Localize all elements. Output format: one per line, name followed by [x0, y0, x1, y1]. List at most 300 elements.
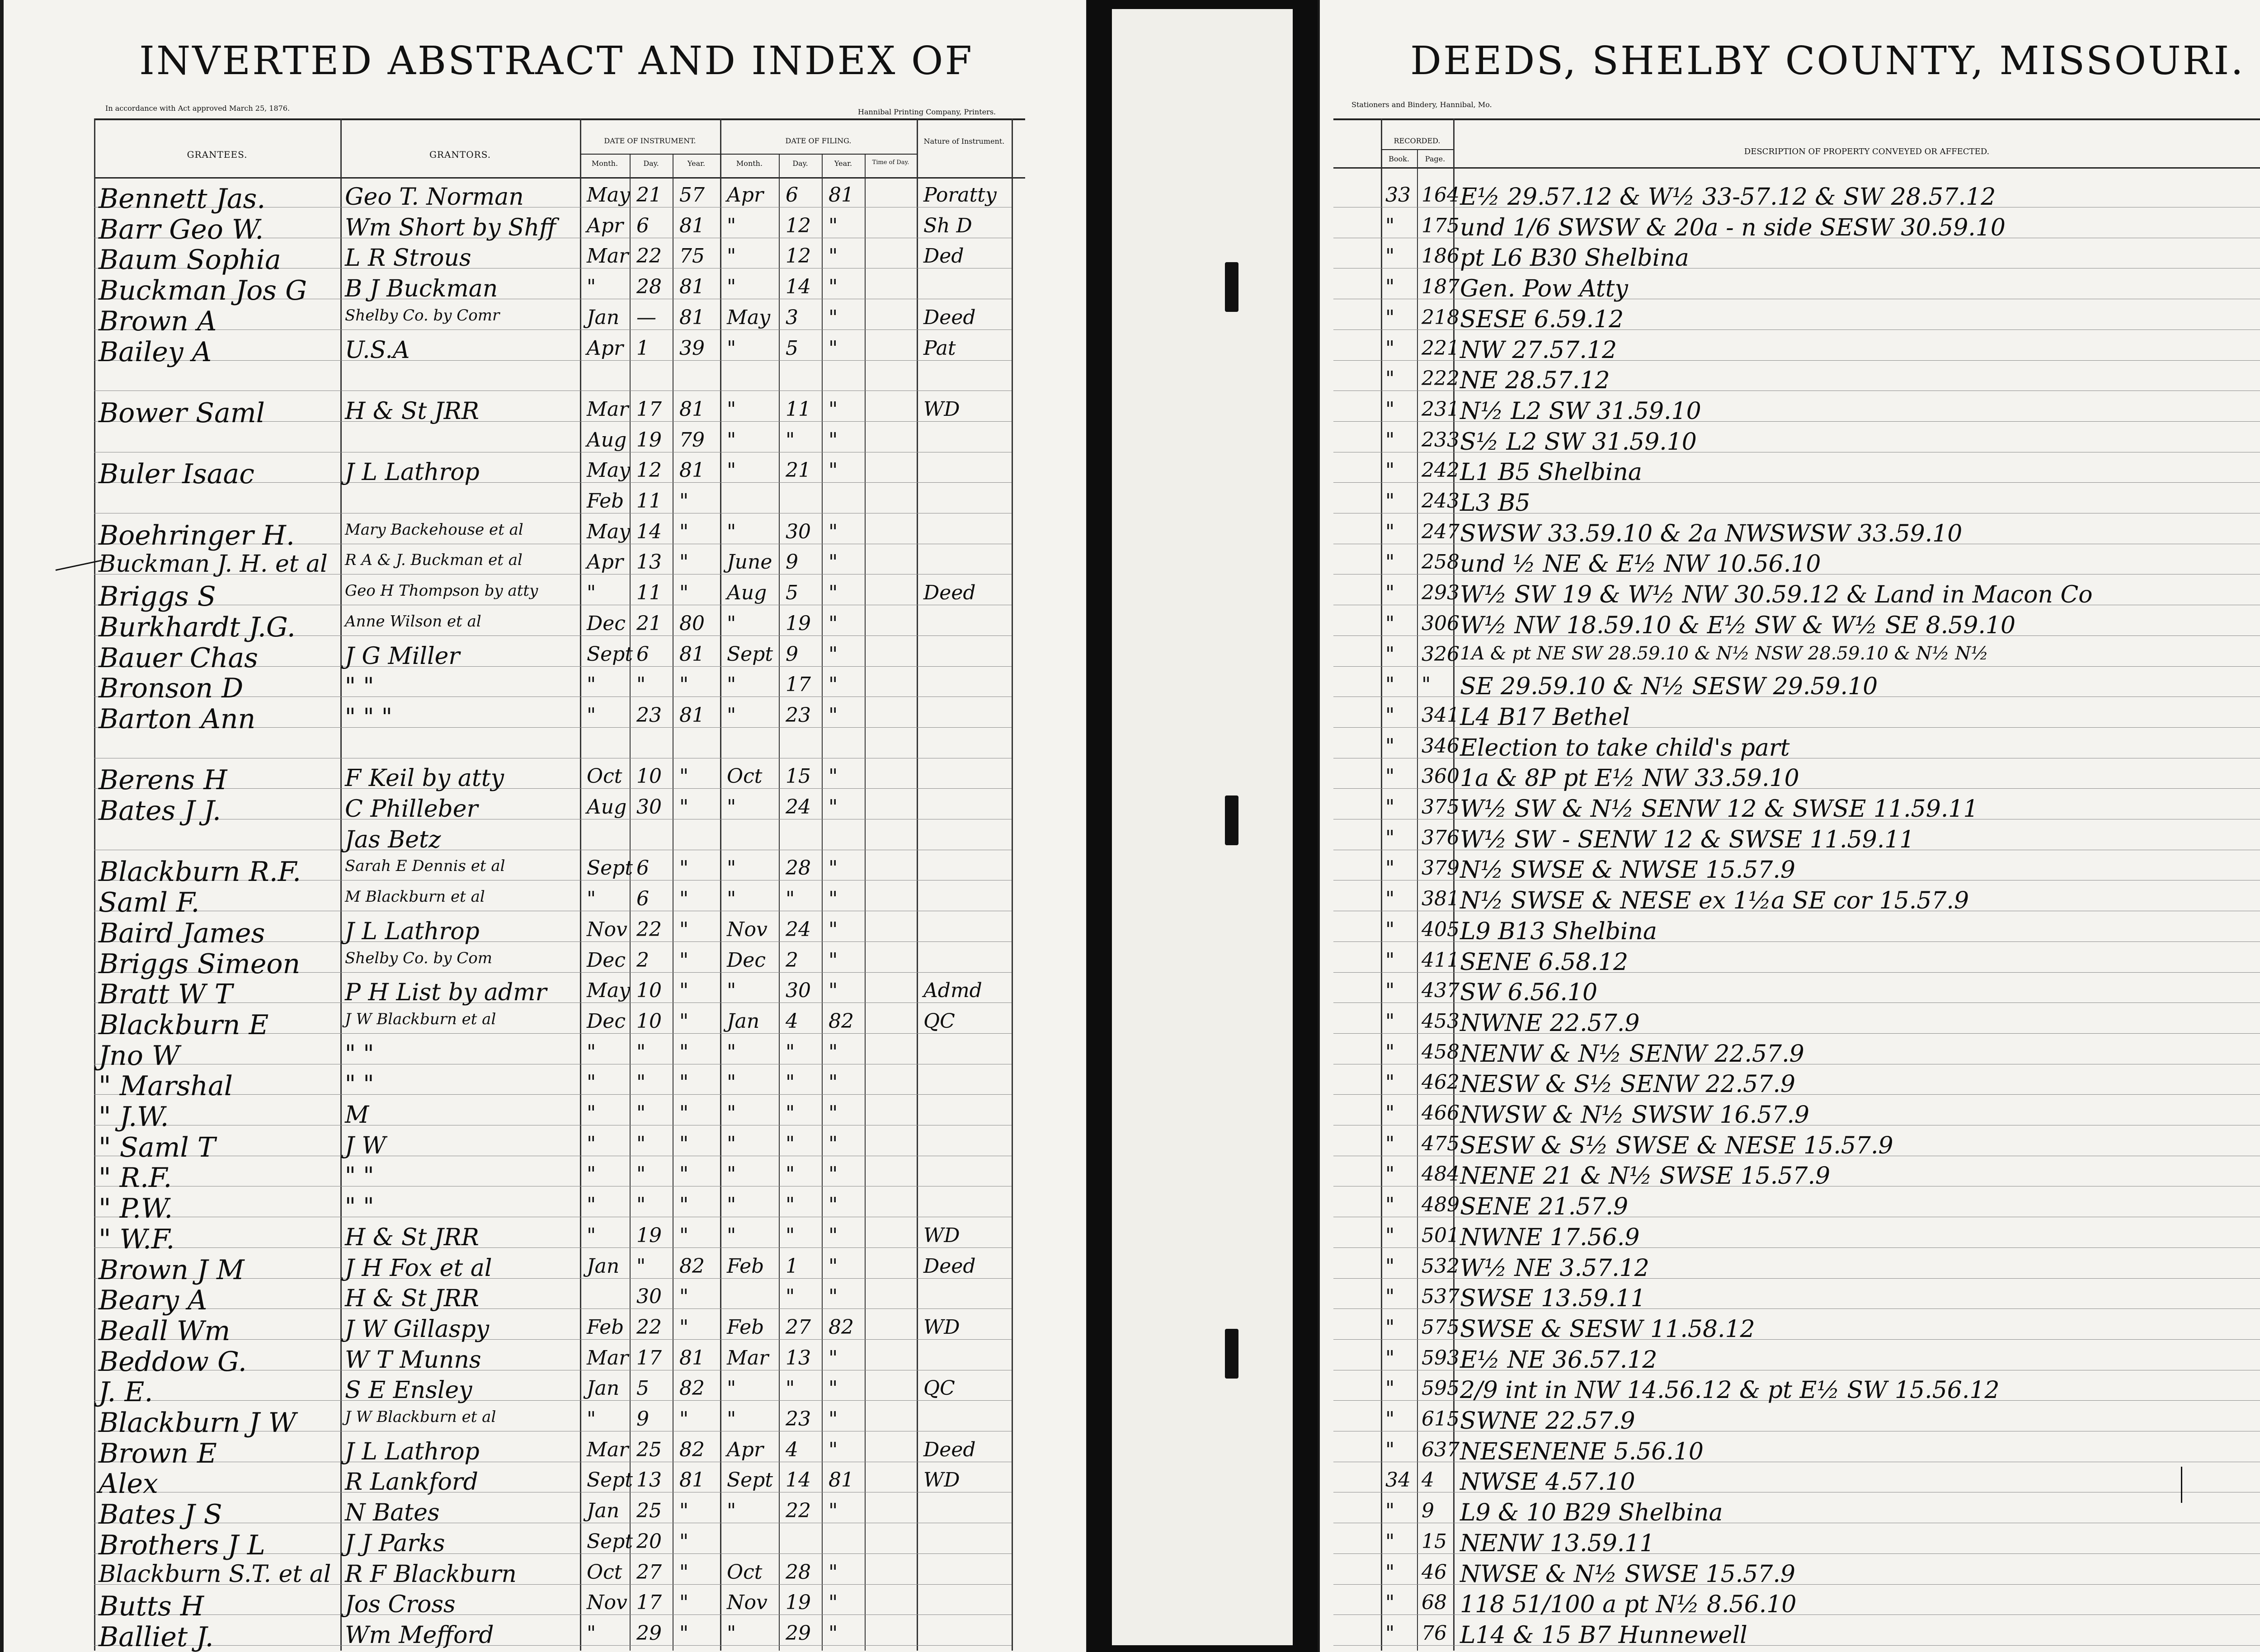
grantee-cell: " J.W. — [99, 1101, 169, 1133]
inst-month-cell: " — [587, 1101, 596, 1125]
inst-month-cell: Dec — [587, 1010, 626, 1033]
page-cell: 595 — [1422, 1377, 1460, 1400]
gutter-blank-sheet — [1112, 9, 1293, 1645]
filing-month-cell: " — [727, 214, 736, 237]
book-cell: " — [1385, 949, 1395, 972]
grantor-cell: " " — [345, 1163, 374, 1190]
inst-year-cell: " — [679, 1193, 689, 1216]
page-cell: 164 — [1422, 184, 1460, 207]
inst-day-cell: — — [636, 306, 656, 329]
nature-cell: Deed — [923, 306, 976, 329]
book-cell: " — [1385, 551, 1395, 574]
inst-day-cell: 17 — [636, 1346, 662, 1370]
grantor-cell: Geo H Thompson by atty — [345, 582, 538, 600]
inst-month-cell: Jan — [587, 306, 620, 329]
grantee-cell: Barton Ann — [99, 703, 256, 735]
page-cell: 575 — [1422, 1316, 1460, 1339]
binder-hole — [1225, 1329, 1238, 1379]
page-cell: 4 — [1422, 1468, 1434, 1492]
inst-year-cell: " — [679, 1071, 689, 1094]
grantor-cell: J J Parks — [345, 1530, 445, 1557]
grantor-cell: J L Lathrop — [345, 459, 480, 486]
filing-day-cell: 9 — [786, 643, 798, 666]
grantor-cell: Jas Betz — [345, 826, 441, 853]
description-cell: NWNE 17.56.9 — [1460, 1224, 1640, 1251]
filing-day-cell: 5 — [786, 337, 798, 360]
filing-month-cell: Apr — [727, 184, 763, 207]
book-cell: " — [1385, 1622, 1395, 1645]
description-cell: W½ SW & N½ SENW 12 & SWSE 11.59.11 — [1460, 795, 1978, 823]
page-cell: 615 — [1422, 1407, 1460, 1431]
grantor-cell: " " — [345, 1040, 374, 1068]
inst-day-cell: 6 — [636, 887, 649, 910]
grantee-cell: Berens H — [99, 764, 227, 796]
filing-year-cell: " — [829, 337, 838, 360]
filing-year-cell: " — [829, 1285, 838, 1308]
inst-month-cell: " — [587, 1163, 596, 1186]
grantee-cell: Bates J S — [99, 1499, 222, 1530]
binder-hole — [1225, 795, 1238, 845]
description-cell: E½ NE 36.57.12 — [1460, 1346, 1657, 1374]
filing-year-cell: " — [829, 459, 838, 482]
nature-cell: QC — [923, 1010, 955, 1033]
inst-month-cell: May — [587, 459, 631, 482]
page-cell: 532 — [1422, 1255, 1460, 1278]
filing-day-cell: 11 — [786, 398, 811, 421]
inst-year-cell: " — [679, 1040, 689, 1064]
description-cell: L1 B5 Shelbina — [1460, 459, 1642, 486]
inst-day-cell: " — [636, 673, 646, 696]
book-cell: 33 — [1385, 184, 1411, 207]
filing-day-cell: " — [786, 1377, 795, 1400]
filing-day-cell: 4 — [786, 1010, 798, 1033]
inst-month-cell: Nov — [587, 918, 627, 941]
nature-cell: Sh D — [923, 214, 972, 237]
col-divider — [720, 118, 721, 1651]
col-divider — [580, 118, 581, 1651]
filing-day-header: Day. — [792, 159, 808, 168]
page-cell: 187 — [1422, 275, 1460, 298]
description-cell: SESE 6.59.12 — [1460, 306, 1624, 333]
book-cell: " — [1385, 337, 1395, 360]
filing-day-cell: 28 — [786, 857, 811, 880]
grantee-cell: Jno W — [99, 1040, 180, 1072]
page-cell: 233 — [1422, 428, 1460, 452]
filing-month-header: Month. — [736, 159, 763, 168]
inst-month-cell: " — [587, 704, 596, 727]
inst-month-cell: Jan — [587, 1499, 620, 1522]
page-cell: 175 — [1422, 214, 1460, 237]
filing-month-cell: " — [727, 1101, 736, 1125]
inst-year-cell: 81 — [679, 306, 705, 329]
description-cell: pt L6 B30 Shelbina — [1460, 245, 1689, 272]
nature-header: Nature of Instrument. — [923, 137, 1005, 146]
filing-month-cell: Mar — [727, 1346, 769, 1370]
description-cell: L4 B17 Bethel — [1460, 704, 1630, 731]
grantor-cell: Jos Cross — [345, 1591, 456, 1618]
grantor-cell: Wm Mefford — [345, 1622, 494, 1649]
nature-cell: Deed — [923, 1255, 976, 1278]
inst-year-cell: " — [679, 1499, 689, 1522]
grantor-cell: J L Lathrop — [345, 1438, 480, 1465]
col-divider — [1417, 149, 1418, 1651]
filing-month-cell: " — [727, 428, 736, 452]
book-cell: " — [1385, 1530, 1395, 1553]
left-top-rule — [94, 118, 1025, 120]
inst-year-cell: 81 — [679, 704, 705, 727]
page-cell: 46 — [1422, 1561, 1447, 1584]
filing-year-cell: " — [829, 428, 838, 452]
filing-year-cell: " — [829, 1591, 838, 1614]
description-cell: SWSE 13.59.11 — [1460, 1285, 1646, 1312]
grantee-cell: Buckman Jos G — [99, 275, 307, 306]
filing-month-cell: " — [727, 1193, 736, 1216]
page-cell: 453 — [1422, 1010, 1460, 1033]
nature-cell: WD — [923, 398, 960, 421]
filing-day-cell: 13 — [786, 1346, 811, 1370]
grantor-cell: J W — [345, 1132, 386, 1159]
grantors-header: GRANTORS. — [429, 149, 491, 160]
inst-day-cell: 6 — [636, 643, 649, 666]
inst-month-cell: Mar — [587, 1346, 629, 1370]
filing-month-cell: Dec — [727, 949, 766, 972]
filing-day-cell: 17 — [786, 673, 811, 696]
inst-month-cell: " — [587, 1224, 596, 1247]
inst-day-cell: " — [636, 1071, 646, 1094]
inst-year-cell: " — [679, 1316, 689, 1339]
description-cell: Election to take child's part — [1460, 734, 1790, 762]
col-divider — [865, 154, 866, 1651]
filing-month-cell: " — [727, 520, 736, 543]
filing-year-header: Year. — [834, 159, 852, 168]
ruled-line — [94, 329, 1012, 330]
inst-month-cell: Mar — [587, 398, 629, 421]
filing-year-cell: " — [829, 1255, 838, 1278]
grantor-cell: R Lankford — [345, 1468, 478, 1496]
grantor-cell: " " — [345, 1193, 374, 1220]
page-cell: 437 — [1422, 979, 1460, 1002]
grantor-cell: " " — [345, 1071, 374, 1098]
filing-day-cell: 3 — [786, 306, 798, 329]
inst-year-cell: " — [679, 1132, 689, 1155]
page-cell: 537 — [1422, 1285, 1460, 1308]
description-cell: SW 6.56.10 — [1460, 979, 1598, 1006]
filing-month-cell: " — [727, 887, 736, 910]
description-cell: NWNE 22.57.9 — [1460, 1010, 1640, 1037]
inst-year-cell: " — [679, 1010, 689, 1033]
filing-year-cell: " — [829, 1622, 838, 1645]
description-cell: SESW & S½ SWSE & NESE 15.57.9 — [1460, 1132, 1893, 1159]
filing-year-cell: " — [829, 1224, 838, 1247]
description-cell: NESENENE 5.56.10 — [1460, 1438, 1704, 1465]
filing-day-cell: 12 — [786, 245, 811, 268]
inst-day-cell: 28 — [636, 275, 662, 298]
description-cell: N½ SWSE & NWSE 15.57.9 — [1460, 857, 1795, 884]
description-cell: SE 29.59.10 & N½ SESW 29.59.10 — [1460, 673, 1878, 700]
filing-day-cell: 23 — [786, 1407, 811, 1431]
inst-year-cell: 39 — [679, 337, 705, 360]
page-cell: 375 — [1422, 795, 1460, 819]
inst-year-cell: " — [679, 887, 689, 910]
inst-day-cell: 13 — [636, 1468, 662, 1492]
date-filing-header: DATE OF FILING. — [785, 136, 852, 145]
filing-year-cell: " — [829, 887, 838, 910]
filing-day-cell: 2 — [786, 949, 798, 972]
description-cell: L14 & 15 B7 Hunnewell — [1460, 1622, 1747, 1649]
ruled-line — [94, 1400, 1012, 1401]
filing-month-cell: Oct — [727, 765, 763, 788]
page-cell: 242 — [1422, 459, 1460, 482]
filing-month-cell: " — [727, 612, 736, 635]
filing-month-cell: " — [727, 795, 736, 819]
nature-cell: WD — [923, 1316, 960, 1339]
inst-year-cell: " — [679, 1285, 689, 1308]
col-divider — [94, 118, 95, 1651]
grantor-cell: Geo T. Norman — [345, 184, 524, 211]
grantee-cell: Beary A — [99, 1285, 207, 1316]
left-ledger-page — [4, 0, 1086, 1652]
page-cell: 379 — [1422, 857, 1460, 880]
filing-month-cell: Aug — [727, 581, 767, 604]
description-cell: SENE 21.57.9 — [1460, 1193, 1629, 1220]
description-cell: L9 B13 Shelbina — [1460, 918, 1657, 945]
page-cell: 293 — [1422, 581, 1460, 604]
grantor-cell: U.S.A — [345, 337, 410, 364]
inst-day-cell: 5 — [636, 1377, 649, 1400]
filing-year-cell: " — [829, 306, 838, 329]
inst-year-cell: " — [679, 857, 689, 880]
description-cell: Gen. Pow Atty — [1460, 275, 1628, 302]
col-divider — [779, 154, 780, 1651]
inst-year-cell: " — [679, 1591, 689, 1614]
filing-day-cell: 23 — [786, 704, 811, 727]
filing-year-cell: " — [829, 1132, 838, 1155]
grantee-cell: Baird James — [99, 918, 265, 949]
grantee-cell: J. E. — [99, 1376, 153, 1408]
book-cell: " — [1385, 1346, 1395, 1370]
filing-month-cell: " — [727, 275, 736, 298]
filing-year-cell: " — [829, 643, 838, 666]
grantee-cell: Blackburn E — [99, 1009, 269, 1041]
grantor-cell: " " — [345, 673, 374, 700]
book-cell: " — [1385, 306, 1395, 329]
inst-month-cell: " — [587, 673, 596, 696]
grantor-cell: C Philleber — [345, 795, 478, 823]
grantor-cell: J W Gillaspy — [345, 1316, 490, 1343]
inst-year-cell: " — [679, 1561, 689, 1584]
book-cell: " — [1385, 826, 1395, 849]
inst-day-cell: " — [636, 1132, 646, 1155]
filing-year-cell: " — [829, 1407, 838, 1431]
filing-year-cell: " — [829, 1071, 838, 1094]
grantee-cell: Blackburn J W — [99, 1407, 297, 1439]
grantee-cell: " W.F. — [99, 1224, 175, 1255]
filing-month-cell: " — [727, 1377, 736, 1400]
ruled-line — [94, 360, 1012, 361]
book-cell: " — [1385, 1193, 1395, 1216]
filing-year-cell: " — [829, 918, 838, 941]
description-cell: L3 B5 — [1460, 489, 1530, 517]
ruled-line — [94, 1645, 1012, 1646]
book-cell: " — [1385, 1591, 1395, 1614]
filing-year-cell: " — [829, 1040, 838, 1064]
inst-year-cell: " — [679, 765, 689, 788]
filing-month-cell: " — [727, 857, 736, 880]
filing-day-cell: 14 — [786, 1468, 811, 1492]
grantees-header: GRANTEES. — [187, 149, 248, 160]
grantee-cell: Balliet J. — [99, 1621, 214, 1652]
filing-year-cell: " — [829, 1193, 838, 1216]
page-cell: 258 — [1422, 551, 1460, 574]
grantee-cell: Bennett Jas. — [99, 183, 266, 215]
grantee-cell: Alex — [99, 1468, 158, 1500]
page-cell: 326 — [1422, 643, 1460, 666]
nature-cell: Deed — [923, 581, 976, 604]
filing-month-cell: June — [727, 551, 772, 574]
grantee-cell: Barr Geo W. — [99, 214, 264, 245]
inst-day-cell: 12 — [636, 459, 662, 482]
filing-year-cell: " — [829, 520, 838, 543]
grantee-cell: Briggs Simeon — [99, 948, 301, 980]
inst-month-cell: Sept — [587, 1530, 633, 1553]
filing-year-cell: " — [829, 581, 838, 604]
page-cell: 218 — [1422, 306, 1460, 329]
inst-day-cell: 22 — [636, 918, 662, 941]
grantor-cell: H & St JRR — [345, 398, 479, 425]
col-divider — [630, 154, 631, 1651]
book-cell: " — [1385, 1163, 1395, 1186]
book-cell: " — [1385, 275, 1395, 298]
grantor-cell: S E Ensley — [345, 1377, 472, 1404]
description-cell: SWNE 22.57.9 — [1460, 1407, 1635, 1435]
book-cell: " — [1385, 1438, 1395, 1461]
inst-month-cell: May — [587, 979, 631, 1002]
inst-day-cell: 19 — [636, 1224, 662, 1247]
filing-day-cell: 28 — [786, 1561, 811, 1584]
book-cell: " — [1385, 1255, 1395, 1278]
grantee-cell: Buckman J. H. et al — [99, 551, 328, 578]
inst-month-cell: Oct — [587, 1561, 622, 1584]
book-cell: " — [1385, 673, 1395, 696]
inst-year-cell: 57 — [679, 184, 705, 207]
recorded-header: RECORDED. — [1394, 136, 1441, 145]
book-cell: " — [1385, 765, 1395, 788]
ruled-line — [94, 1614, 1012, 1615]
filing-year-cell: " — [829, 1101, 838, 1125]
grantee-cell: Bower Saml — [99, 397, 265, 429]
filing-day-cell: 14 — [786, 275, 811, 298]
nature-cell: WD — [923, 1468, 960, 1492]
filing-day-cell: 19 — [786, 1591, 811, 1614]
grantee-cell: Brown J M — [99, 1254, 245, 1286]
page-cell: 76 — [1422, 1622, 1447, 1645]
inst-month-cell: " — [587, 1193, 596, 1216]
book-cell: " — [1385, 581, 1395, 604]
inst-month-cell: " — [587, 1071, 596, 1094]
inst-day-cell: 23 — [636, 704, 662, 727]
filing-day-cell: 15 — [786, 765, 811, 788]
filing-year-cell: " — [829, 949, 838, 972]
col-divider — [1381, 118, 1382, 1651]
filing-day-cell: 1 — [786, 1255, 798, 1278]
filing-year-cell: 81 — [829, 184, 854, 207]
grantor-cell: J G Miller — [345, 643, 460, 670]
inst-month-cell: Jan — [587, 1377, 620, 1400]
filing-month-cell: " — [727, 459, 736, 482]
inst-day-cell: 25 — [636, 1499, 662, 1522]
filing-day-cell: 5 — [786, 581, 798, 604]
description-cell: W½ NE 3.57.12 — [1460, 1255, 1649, 1282]
filing-year-cell: " — [829, 551, 838, 574]
inst-day-cell: 6 — [636, 857, 649, 880]
book-cell: " — [1385, 1377, 1395, 1400]
grantee-cell: Buler Isaac — [99, 458, 254, 490]
filing-day-cell: " — [786, 887, 795, 910]
grantee-cell: Beall Wm — [99, 1315, 231, 1347]
description-cell: N½ SWSE & NESE ex 1½a SE cor 15.57.9 — [1460, 887, 1969, 914]
description-cell: NENW 13.59.11 — [1460, 1530, 1655, 1557]
inst-year-cell: " — [679, 1224, 689, 1247]
book-cell: " — [1385, 1499, 1395, 1522]
description-cell: NWSE 4.57.10 — [1460, 1468, 1635, 1496]
nature-cell: WD — [923, 1224, 960, 1247]
grantor-cell: M — [345, 1101, 369, 1129]
grantee-cell: Baum Sophia — [99, 244, 281, 276]
grantor-cell: H & St JRR — [345, 1285, 479, 1312]
inst-month-cell: Sept — [587, 1468, 633, 1492]
margin-tick-mark — [2181, 1467, 2182, 1503]
book-cell: " — [1385, 887, 1395, 910]
book-cell: " — [1385, 1132, 1395, 1155]
book-cell: " — [1385, 1561, 1395, 1584]
date-instrument-header: DATE OF INSTRUMENT. — [604, 136, 696, 145]
book-cell: " — [1385, 1316, 1395, 1339]
filing-month-cell: " — [727, 1040, 736, 1064]
book-cell: " — [1385, 428, 1395, 452]
filing-day-cell: " — [786, 1071, 795, 1094]
filing-year-cell: " — [829, 1438, 838, 1461]
grantor-cell: Anne Wilson et al — [345, 612, 481, 631]
filing-month-cell: May — [727, 306, 771, 329]
grantee-cell: Brown A — [99, 306, 217, 337]
inst-year-cell: " — [679, 551, 689, 574]
inst-year-cell: 81 — [679, 459, 705, 482]
grantee-cell: Bratt W T — [99, 979, 233, 1010]
description-cell: S½ L2 SW 31.59.10 — [1460, 428, 1697, 456]
inst-day-cell: 22 — [636, 1316, 662, 1339]
filing-month-cell: " — [727, 1163, 736, 1186]
inst-month-cell: Sept — [587, 643, 633, 666]
filing-month-cell: " — [727, 1071, 736, 1094]
filing-day-cell: 21 — [786, 459, 811, 482]
right-printer-note: Stationers and Bindery, Hannibal, Mo. — [1351, 100, 1492, 109]
filing-day-cell: " — [786, 1224, 795, 1247]
page-cell: 593 — [1422, 1346, 1460, 1370]
grantee-cell: Butts H — [99, 1591, 204, 1622]
filing-day-cell: " — [786, 1285, 795, 1308]
description-cell: 118 51/100 a pt N½ 8.56.10 — [1460, 1591, 1797, 1618]
inst-day-cell: " — [636, 1255, 646, 1278]
grantor-cell: L R Strous — [345, 245, 471, 272]
filing-year-cell: " — [829, 795, 838, 819]
book-cell: " — [1385, 979, 1395, 1002]
filing-month-cell: " — [727, 704, 736, 727]
grantor-cell: " " " — [345, 704, 392, 731]
page-cell: 346 — [1422, 734, 1460, 758]
grantor-cell: H & St JRR — [345, 1224, 479, 1251]
book-cell: " — [1385, 734, 1395, 758]
filing-year-cell: " — [829, 245, 838, 268]
